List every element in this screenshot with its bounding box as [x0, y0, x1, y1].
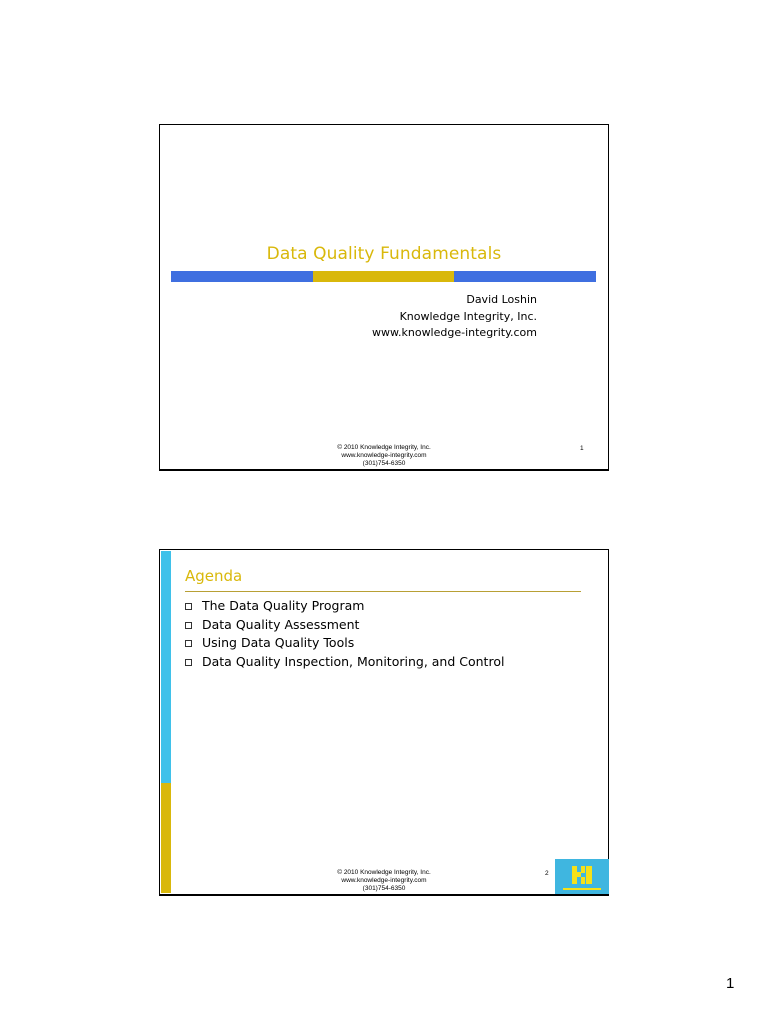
footer-website: www.knowledge-integrity.com: [341, 452, 427, 459]
footer-phone: (301)754-6350: [362, 460, 406, 467]
footer-phone: (301)754-6350: [362, 885, 406, 892]
agenda-item: [185, 616, 504, 635]
title-rule: [185, 591, 581, 592]
square-bullet-icon: [185, 622, 192, 629]
side-stripe-cyan: [161, 551, 171, 783]
bar-segment-blue: [171, 271, 313, 282]
title-underline-bar: [171, 271, 596, 282]
slide-2-side-stripe: [161, 551, 171, 893]
agenda-item: [185, 653, 504, 672]
agenda-item: [185, 634, 504, 653]
agenda-list: [185, 597, 504, 672]
logo-mark: [572, 866, 592, 884]
author-company: Knowledge Integrity, Inc.: [399, 309, 537, 323]
square-bullet-icon: [185, 603, 192, 610]
slide-2-footer: [160, 869, 608, 893]
page-number: 1: [726, 975, 735, 992]
author-name: David Loshin: [466, 293, 537, 306]
agenda-item-label: The Data Quality Program: [202, 598, 365, 613]
knowledge-integrity-logo-icon: [555, 859, 609, 894]
slide-1-number: 1: [580, 445, 584, 452]
slide-2-number: 2: [545, 870, 549, 877]
logo-wordmark: [563, 888, 601, 890]
agenda-item: [185, 597, 504, 616]
bar-segment-gold: [313, 271, 455, 282]
bar-segment-blue: [454, 271, 596, 282]
agenda-item-label: Data Quality Assessment: [202, 616, 360, 632]
slide-1-footer: [160, 444, 608, 468]
square-bullet-icon: [185, 640, 192, 647]
slide-2-title: Agenda: [185, 567, 243, 585]
square-bullet-icon: [185, 659, 192, 666]
agenda-item-label: Data Quality Inspection, Monitoring, and Control: [202, 654, 505, 670]
agenda-item-label: Using Data Quality Tools: [202, 635, 355, 651]
footer-copyright: © 2010 Knowledge Integrity, Inc.: [337, 444, 431, 451]
slide-1: [159, 124, 609, 471]
slide-1-title: Data Quality Fundamentals: [266, 244, 502, 264]
slide-2: [159, 549, 609, 896]
author-website: www.knowledge-integrity.com: [372, 326, 537, 339]
author-block: [372, 292, 537, 342]
footer-copyright: © 2010 Knowledge Integrity, Inc.: [337, 869, 431, 876]
footer-website: www.knowledge-integrity.com: [341, 877, 427, 884]
